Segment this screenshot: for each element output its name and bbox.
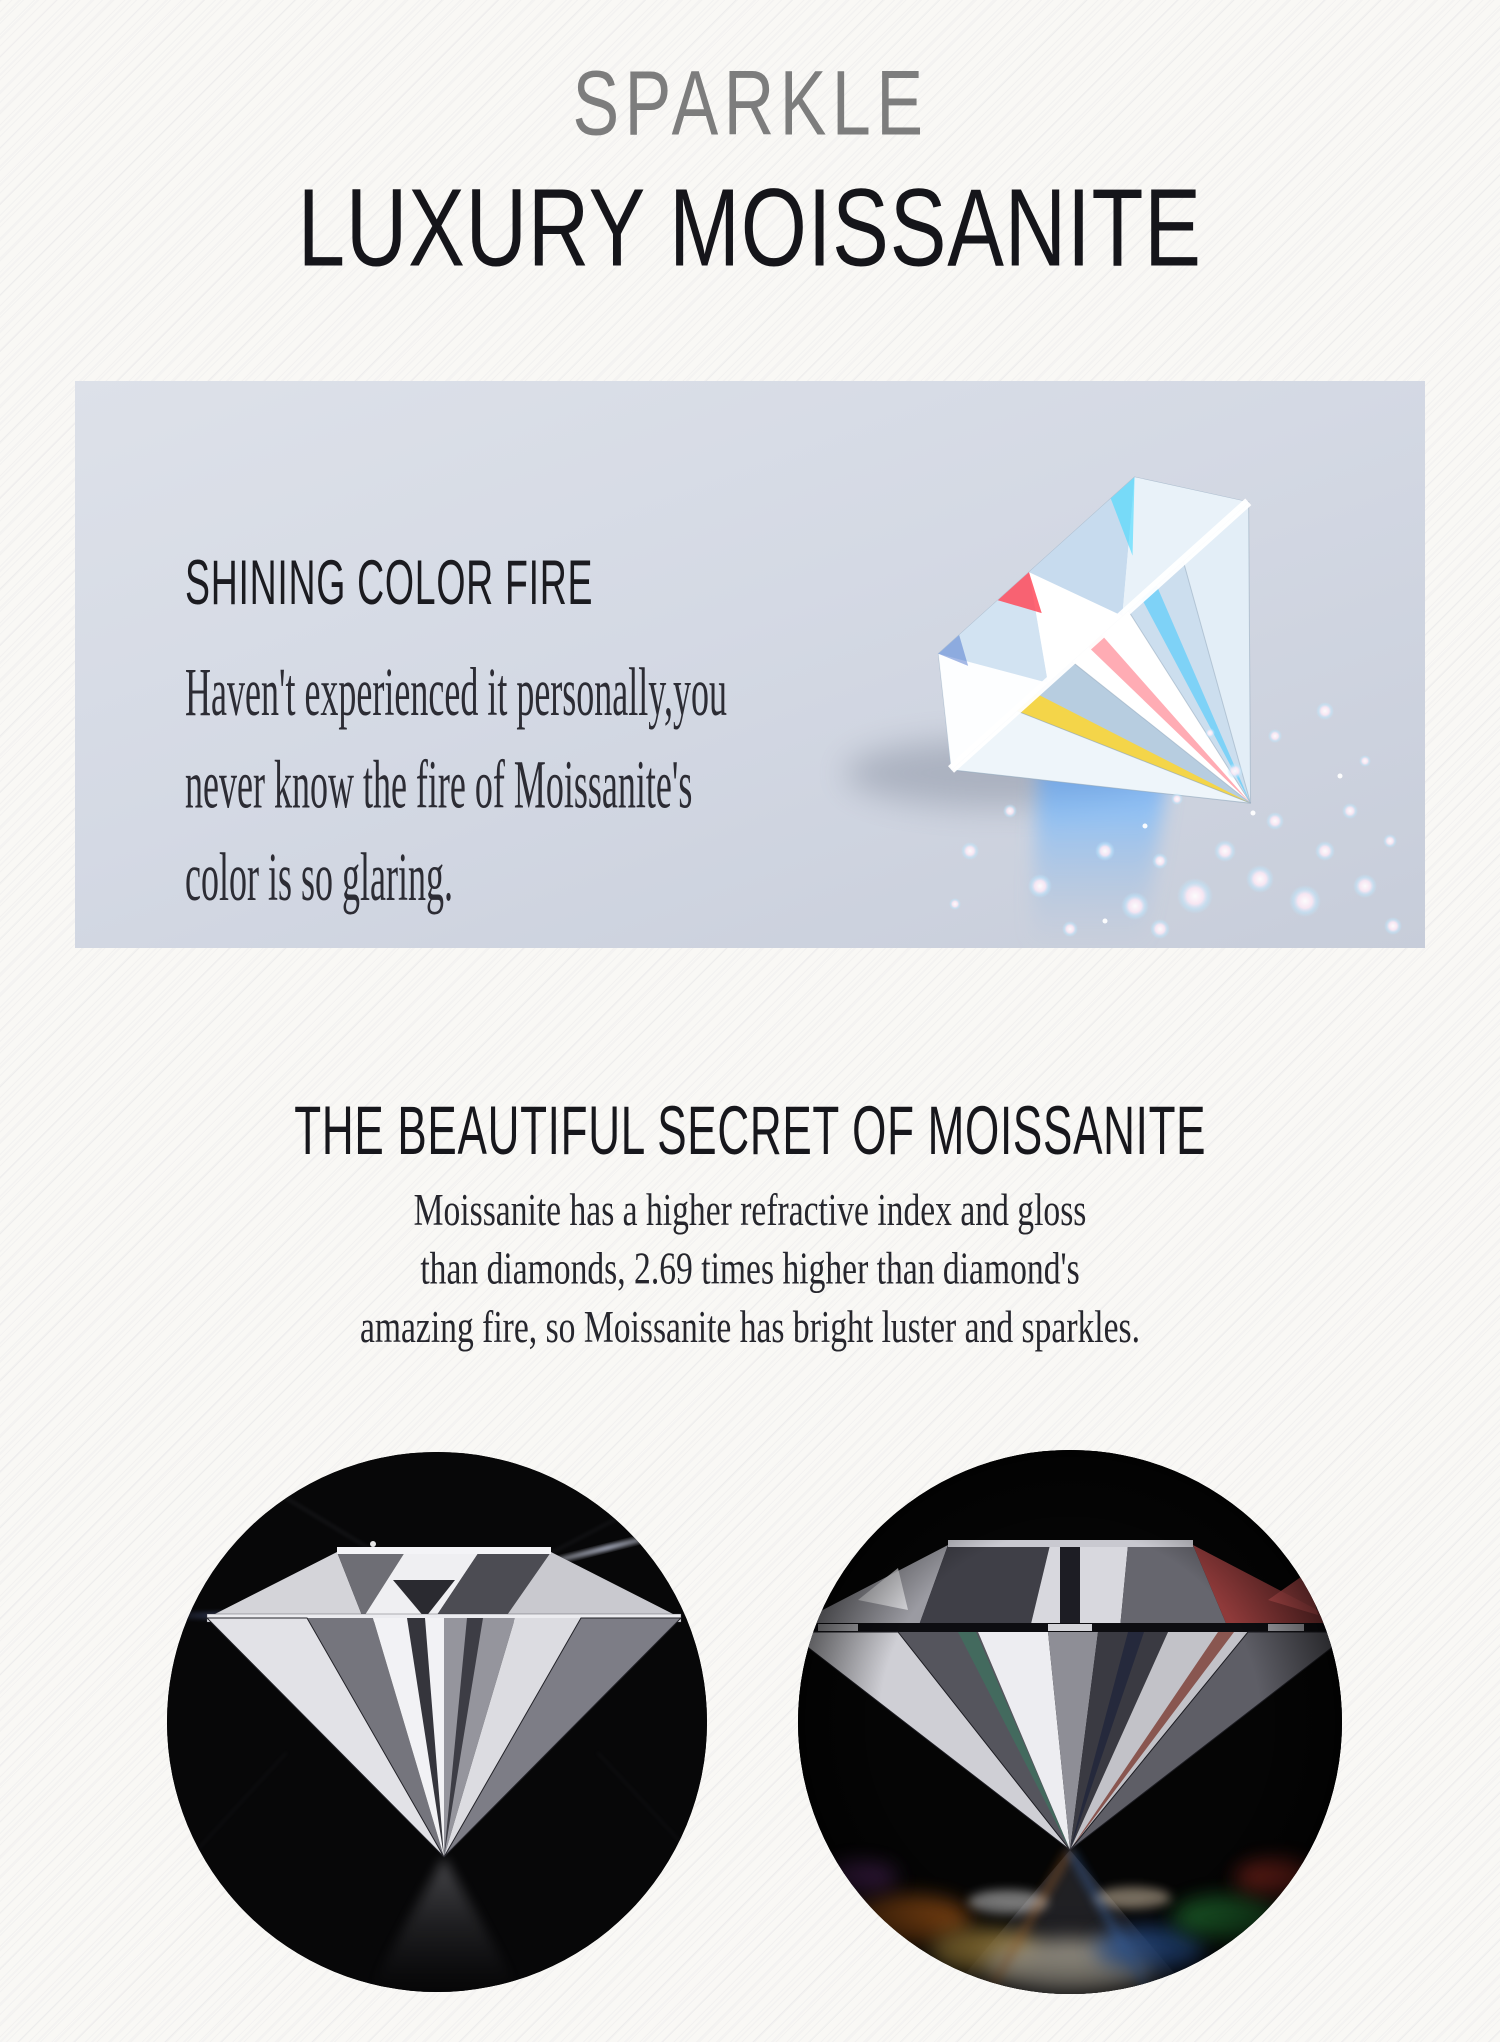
page-title: LUXURY MOISSANITE: [297, 166, 1203, 290]
eyebrow-text: SPARKLE: [571, 52, 929, 155]
diamond-closeup-photo: [798, 1450, 1342, 1994]
feature-body-line: color is so glaring.: [185, 837, 453, 916]
feature-body-line: never know the fire of Moissanite's: [185, 745, 693, 823]
diamond-circle-left: [167, 1452, 707, 1992]
diamond-circle-right: [798, 1450, 1342, 1994]
secret-heading: THE BEAUTIFUL SECRET OF MOISSANITE: [293, 1093, 1206, 1170]
eyebrow-row: [0, 52, 1500, 155]
feature-heading: SHINING COLOR FIRE: [185, 547, 594, 619]
secret-body-line: amazing fire, so Moissanite has bright luster and sparkles.: [359, 1302, 1141, 1353]
feature-panel: [75, 381, 1425, 948]
secret-body: [150, 1182, 1350, 1357]
secret-body-line: than diamonds, 2.69 times higher than diamond's: [420, 1244, 1080, 1295]
feature-body-line: Haven't experienced it personally,you: [185, 652, 727, 731]
feature-body: [185, 646, 727, 923]
secret-body-line: Moissanite has a higher refractive index and gloss: [413, 1186, 1087, 1236]
page-title-row: [0, 166, 1500, 290]
secret-heading-row: [0, 1093, 1500, 1170]
moissanite-sparkle-photo: [805, 381, 1425, 948]
diamond-side-view-photo: [167, 1452, 707, 1992]
